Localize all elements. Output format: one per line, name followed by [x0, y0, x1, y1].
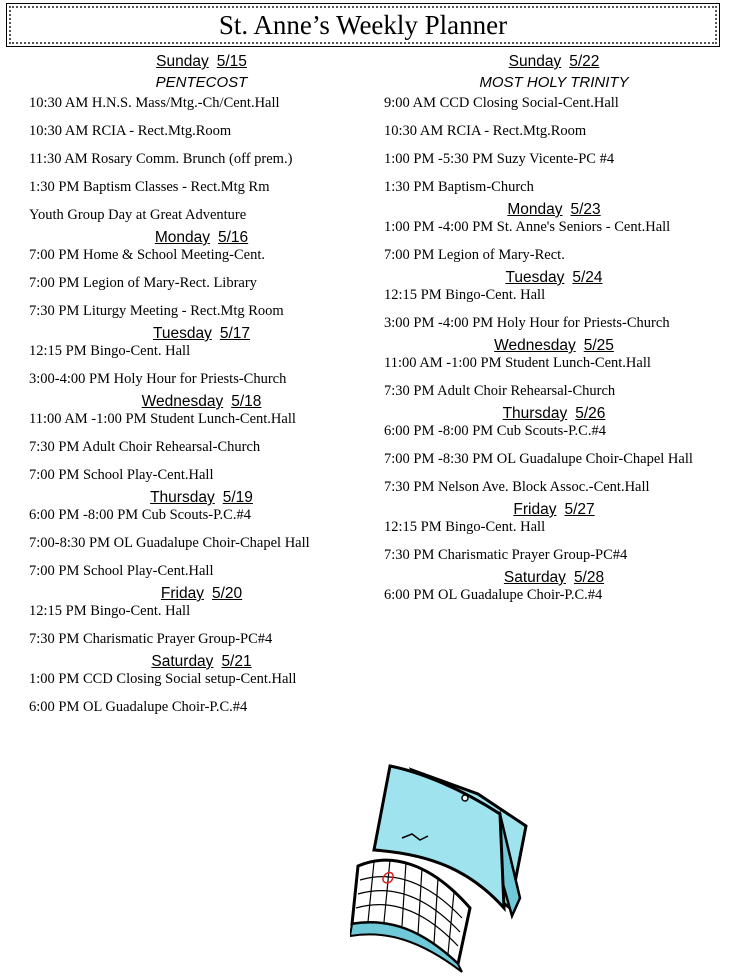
day-heading [384, 200, 724, 219]
binder-hole [462, 795, 468, 801]
left-column [29, 52, 374, 720]
feast-day-title: MOST HOLY TRINITY [479, 74, 629, 91]
event-item: 11:30 AM Rosary Comm. Brunch (off prem.) [29, 151, 293, 167]
event-item: 7:30 PM Nelson Ave. Block Assoc.-Cent.Hall [384, 479, 650, 495]
day-heading [384, 268, 724, 287]
day-date: 5/15 [216, 53, 247, 70]
day-date: 5/20 [211, 585, 243, 602]
feast-day-title: PENTECOST [155, 74, 248, 91]
day-heading [29, 488, 374, 507]
event-item: 10:30 AM RCIA - Rect.Mtg.Room [384, 123, 587, 139]
day-name: Thursday [502, 405, 568, 422]
title-frame [6, 3, 720, 47]
day-date: 5/16 [217, 229, 249, 246]
day-date: 5/18 [231, 393, 262, 410]
day-name: Saturday [151, 653, 214, 670]
day-heading [384, 404, 724, 423]
event-item: 11:00 AM -1:00 PM Student Lunch-Cent.Hall [384, 355, 651, 371]
event-item: 7:00 PM School Play-Cent.Hall [29, 467, 214, 483]
day-date: 5/25 [583, 337, 614, 354]
day-heading [29, 324, 374, 343]
event-item: 1:00 PM CCD Closing Social setup-Cent.Hall [29, 671, 297, 687]
event-item: 7:30 PM Adult Choir Rehearsal-Church [29, 439, 261, 455]
event-item: 10:30 AM H.N.S. Mass/Mtg.-Ch/Cent.Hall [29, 95, 280, 111]
event-item: 12:15 PM Bingo-Cent. Hall [29, 603, 191, 619]
day-date: 5/24 [572, 269, 603, 286]
event-item: 12:15 PM Bingo-Cent. Hall [384, 287, 546, 303]
day-name: Sunday [156, 53, 209, 70]
day-heading [29, 652, 374, 671]
page-title: St. Anne’s Weekly Planner [218, 9, 508, 40]
event-item: 7:30 PM Liturgy Meeting - Rect.Mtg Room [29, 303, 284, 319]
day-name: Friday [160, 585, 204, 602]
day-name: Sunday [508, 53, 562, 70]
event-item: 7:00 PM Home & School Meeting-Cent. [29, 247, 266, 263]
event-item: 6:00 PM -8:00 PM Cub Scouts-P.C.#4 [384, 423, 606, 439]
day-name: Friday [513, 501, 557, 518]
day-heading [384, 52, 724, 71]
day-heading [384, 568, 724, 587]
day-date: 5/22 [569, 53, 600, 70]
event-item: 6:00 PM -8:00 PM Cub Scouts-P.C.#4 [29, 507, 251, 523]
day-name: Monday [154, 229, 210, 246]
event-item: 7:30 PM Charismatic Prayer Group-PC#4 [29, 631, 273, 647]
day-heading [29, 584, 374, 603]
title-inner-frame [9, 6, 717, 44]
right-column [384, 52, 724, 608]
day-heading [29, 392, 374, 411]
event-item: 3:00-4:00 PM Holy Hour for Priests-Church [29, 371, 287, 387]
day-date: 5/28 [573, 569, 605, 586]
event-item: 7:00 PM -8:30 PM OL Guadalupe Choir-Chapel Hall [384, 451, 693, 467]
event-item: 10:30 AM RCIA - Rect.Mtg.Room [29, 123, 232, 139]
event-item: Youth Group Day at Great Adventure [29, 207, 247, 223]
event-item: 1:30 PM Baptism-Church [384, 179, 534, 195]
event-item: 7:30 PM Adult Choir Rehearsal-Church [384, 383, 616, 399]
event-item: 3:00 PM -4:00 PM Holy Hour for Priests-Church [384, 315, 670, 331]
day-name: Tuesday [505, 269, 565, 286]
day-date: 5/26 [575, 405, 606, 422]
event-item: 1:30 PM Baptism Classes - Rect.Mtg Rm [29, 179, 270, 195]
day-name: Wednesday [494, 337, 576, 354]
day-date: 5/17 [219, 325, 251, 342]
event-item: 12:15 PM Bingo-Cent. Hall [384, 519, 546, 535]
event-item: 12:15 PM Bingo-Cent. Hall [29, 343, 191, 359]
day-name: Saturday [503, 569, 566, 586]
event-item: 11:00 AM -1:00 PM Student Lunch-Cent.Hall [29, 411, 296, 427]
day-date: 5/27 [564, 501, 595, 518]
event-item: 7:00-8:30 PM OL Guadalupe Choir-Chapel Hall [29, 535, 310, 551]
day-date: 5/21 [221, 653, 252, 670]
day-heading [384, 336, 724, 355]
day-name: Tuesday [152, 325, 212, 342]
event-item: 1:00 PM -4:00 PM St. Anne's Seniors - Cent.Hall [384, 219, 671, 235]
event-item: 1:00 PM -5:30 PM Suzy Vicente-PC #4 [384, 151, 615, 167]
event-item: 6:00 PM OL Guadalupe Choir-P.C.#4 [29, 699, 248, 715]
event-item: 7:30 PM Charismatic Prayer Group-PC#4 [384, 547, 628, 563]
event-item: 7:00 PM School Play-Cent.Hall [29, 563, 214, 579]
day-heading [29, 52, 374, 71]
day-heading [384, 500, 724, 519]
event-item: 9:00 AM CCD Closing Social-Cent.Hall [384, 95, 619, 111]
calendar-clipart-icon [350, 758, 530, 976]
day-heading [29, 228, 374, 247]
day-name: Monday [507, 201, 563, 218]
day-date: 5/19 [222, 489, 253, 506]
event-item: 7:00 PM Legion of Mary-Rect. Library [29, 275, 257, 291]
day-date: 5/23 [570, 201, 601, 218]
event-item: 7:00 PM Legion of Mary-Rect. [384, 247, 565, 263]
day-name: Wednesday [141, 393, 224, 410]
day-name: Thursday [150, 489, 215, 506]
event-item: 6:00 PM OL Guadalupe Choir-P.C.#4 [384, 587, 603, 603]
